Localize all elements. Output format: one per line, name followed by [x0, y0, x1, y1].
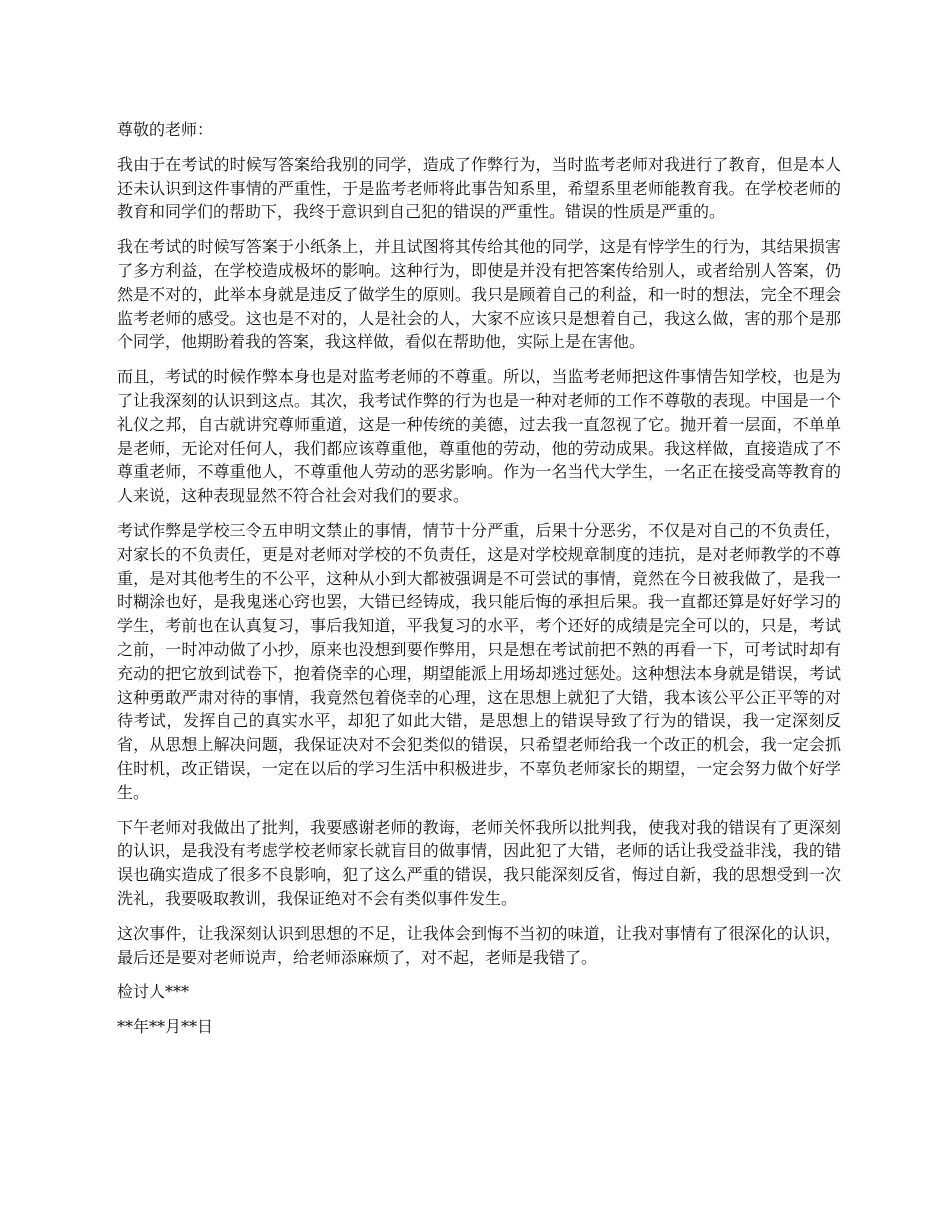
paragraph-1: 我由于在考试的时候写答案给我别的同学，造成了作弊行为，当时监考老师对我进行了教育，但是本人还未认识到这件事情的严重性，于是监考老师将此事告知系里，希望系里老师能教育我。在学校老师的教育和同学们的帮助下，我终于意识到自己犯的错误的严重性。错误的性质是严重的。 [117, 154, 841, 222]
paragraph-3: 而且，考试的时候作弊本身也是对监考老师的不尊重。所以，当监考老师把这件事情告知学校，也是为了让我深刻的认识到这点。其次，我考试作弊的行为也是一种对老师的工作不尊敬的表现。中国是一个礼仪之邦，自古就讲究尊师重道，这是一种传统的美德，过去我一直忽视了它。抛开着一层面，不单单是老师，无论对任何人，我们都应该尊重他，尊重他的劳动，他的劳动成果。我这样做，直接造成了不尊重老师，不尊重他人，不尊重他人劳动的恶劣影响。作为一名当代大学生，一名正在接受高等教育的人来说，这种表现显然不符合社会对我们的要求。 [117, 367, 841, 506]
document-body [117, 118, 841, 1050]
paragraph-5: 下午老师对我做出了批判，我要感谢老师的教诲，老师关怀我所以批判我，使我对我的错误有了更深刻的认识，是我没有考虑学校老师家长就盲目的做事情，因此犯了大错，老师的话让我受益非浅，我的错误也确实造成了很多不良影响，犯了这么严重的错误，我只能深刻反省，悔过自新，我的思想受到一次洗礼，我要吸取教训，我保证绝对不会有类似事件发生。 [117, 817, 841, 908]
date: **年**月**日 [117, 1017, 214, 1037]
paragraph-2: 我在考试的时候写答案于小纸条上，并且试图将其传给其他的同学，这是有悖学生的行为，其结果损害了多方利益，在学校造成极坏的影响。这种行为，即使是并没有把答案传给别人，或者给别人答案，仍然是不对的，此举本身就是违反了做学生的原则。我只是顾着自己的利益，和一时的想法，完全不理会监考老师的感受。这也是不对的，人是社会的人，大家不应该只是想着自己，我这么做，害的那个是那个同学，他期盼着我的答案，我这样做，看似在帮助他，实际上是在害他。 [117, 237, 841, 352]
salutation: 尊敬的老师： [117, 120, 214, 139]
paragraph-6: 这次事件，让我深刻认识到思想的不足，让我体会到悔不当初的味道，让我对事情有了很深化的认识，最后还是要对老师说声，给老师添麻烦了，对不起，老师是我错了。 [117, 923, 841, 967]
paragraph-4: 考试作弊是学校三令五申明文禁止的事情，情节十分严重，后果十分恶劣，不仅是对自己的不负责任，对家长的不负责任，更是对老师对学校的不负责任，这是对学校规章制度的违抗，是对老师教学的不尊重，是对其他考生的不公平，这种从小到大都被强调是不可尝试的事情，竟然在今日被我做了，是我一时糊涂也好，是我鬼迷心窍也罢，大错已经铸成，我只能后悔的承担后果。我一直都还算是好好学习的学生，考前也在认真复习，事后我知道，平我复习的水平，考个还好的成绩是完全可以的，只是，考试之前，一时冲动做了小抄，原来也没想到要作弊用，只是想在考试前把不熟的再看一下，可考试时却有充动的把它放到试卷下，抱着侥幸的心理，期望能派上用场却逃过惩处。这种想法本身就是错误，考试这种勇敢严肃对待的事情，我竟然包着侥幸的心理，这在思想上就犯了大错，我本该公平公正平等的对待考试，发挥自己的真实水平，却犯了如此大错，是思想上的错误导致了行为的错误，我一定深刻反省，从思想上解决问题，我保证决对不会犯类似的错误，只希望老师给我一个改正的机会，我一定会抓住时机，改正错误，一定在以后的学习生活中积极进步，不辜负老师家长的期望，一定会努力做个好学生。 [117, 520, 841, 802]
signature: 检讨人*** [117, 982, 190, 1002]
